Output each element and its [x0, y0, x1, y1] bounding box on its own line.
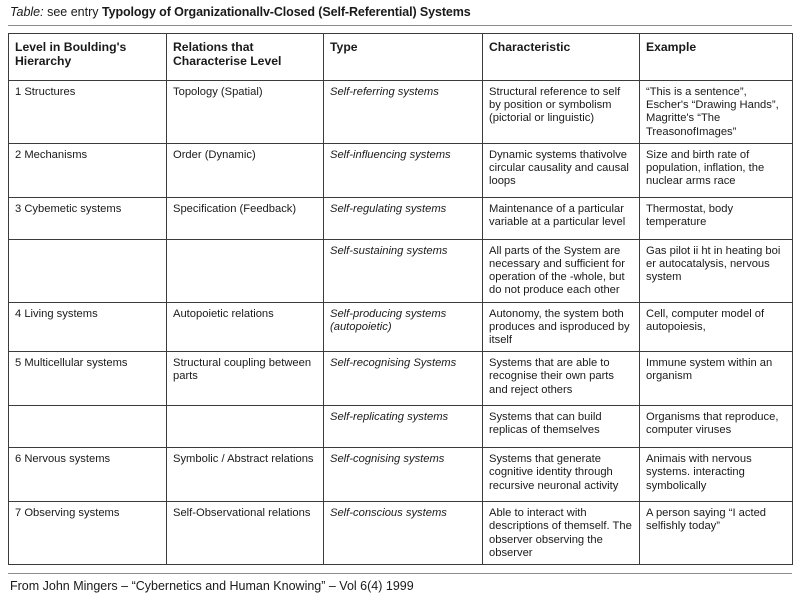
table-row: [9, 197, 793, 239]
column-header-characteristic: Characteristic: [483, 34, 640, 81]
cell-type: Self-replicating systems: [324, 406, 483, 448]
cell-type: Self-conscious systems: [324, 502, 483, 565]
cell-level: [9, 239, 167, 302]
cell-relations: [167, 406, 324, 448]
cell-type: Self-producing systems (autopoietic): [324, 302, 483, 352]
cell-type: Self-recognising Systems: [324, 352, 483, 406]
table-caption: [0, 0, 800, 20]
cell-relations: [167, 239, 324, 302]
caption-title: Typology of Organizationallv-Closed (Self-Referential) Systems: [101, 5, 471, 19]
column-header-level: Level in Boulding's Hierarchy: [9, 34, 167, 81]
cell-example: Size and birth rate of population, inflation, the nuclear arms race: [640, 143, 793, 197]
table-header-row: [9, 34, 793, 81]
cell-characteristic: Maintenance of a particular variable at a particular level: [483, 197, 640, 239]
caption-divider: [8, 25, 792, 26]
cell-type: Self-sustaining systems: [324, 239, 483, 302]
cell-example: A person saying “I acted selfishly today”: [640, 502, 793, 565]
cell-relations: Autopoietic relations: [167, 302, 324, 352]
table-row: [9, 81, 793, 144]
cell-level: 7 Observing systems: [9, 502, 167, 565]
cell-example: Organisms that reproduce, computer viruses: [640, 406, 793, 448]
source-citation: From John Mingers – “Cybernetics and Human Knowing” – Vol 6(4) 1999: [10, 579, 414, 594]
column-header-example: Example: [640, 34, 793, 81]
cell-characteristic: Dynamic systems thativolve circular causality and causal loops: [483, 143, 640, 197]
cell-relations: Order (Dynamic): [167, 143, 324, 197]
table-row: [9, 302, 793, 352]
cell-type: Self-regulating systems: [324, 197, 483, 239]
cell-level: 5 Multicellular systems: [9, 352, 167, 406]
cell-example: Cell, computer model of autopoiesis,: [640, 302, 793, 352]
cell-characteristic: Structural reference to self by position or symbolism (pictorial or linguistic): [483, 81, 640, 144]
cell-example: Animais with nervous systems. interacting symbolically: [640, 448, 793, 502]
cell-type: Self-influencing systems: [324, 143, 483, 197]
cell-characteristic: Systems that are able to recognise their own parts and reject others: [483, 352, 640, 406]
cell-example: Immune system within an organism: [640, 352, 793, 406]
table-body: [9, 81, 793, 565]
cell-level: 2 Mechanisms: [9, 143, 167, 197]
cell-type: Self-referring systems: [324, 81, 483, 144]
cell-level: 6 Nervous systems: [9, 448, 167, 502]
cell-type: Self-cognising systems: [324, 448, 483, 502]
table-row: [9, 352, 793, 406]
cell-characteristic: Systems that generate cognitive identity through recursive neuronal activity: [483, 448, 640, 502]
cell-example: Gas pilot ii ht in heating boi er autocatalysis, nervous system: [640, 239, 793, 302]
column-header-type: Type: [324, 34, 483, 81]
table-row: [9, 406, 793, 448]
cell-relations: Topology (Spatial): [167, 81, 324, 144]
cell-characteristic: Able to interact with descriptions of themself. The observer observing the observer: [483, 502, 640, 565]
caption-lead: see entry: [47, 5, 99, 19]
table-row: [9, 448, 793, 502]
table-header: [9, 34, 793, 81]
cell-characteristic: Systems that can build replicas of themselves: [483, 406, 640, 448]
cell-relations: Self-Observational relations: [167, 502, 324, 565]
cell-relations: Symbolic / Abstract relations: [167, 448, 324, 502]
table-container: [8, 33, 792, 565]
cell-example: Thermostat, body temperature: [640, 197, 793, 239]
table-row: [9, 143, 793, 197]
table-row: [9, 502, 793, 565]
cell-level: 1 Structures: [9, 81, 167, 144]
cell-level: 4 Living systems: [9, 302, 167, 352]
cell-relations: Specification (Feedback): [167, 197, 324, 239]
typology-table: [8, 33, 793, 565]
cell-level: 3 Cybemetic systems: [9, 197, 167, 239]
cell-relations: Structural coupling between parts: [167, 352, 324, 406]
cell-characteristic: Autonomy, the system both produces and isproduced by itself: [483, 302, 640, 352]
cell-characteristic: All parts of the System are necessary and sufficient for operation of the -whole, but do not produce each other: [483, 239, 640, 302]
cell-level: [9, 406, 167, 448]
caption-label: Table:: [10, 5, 44, 19]
cell-example: “This is a sentence”, Escher's “Drawing Hands”, Magritte's “The TreasonofImages”: [640, 81, 793, 144]
table-row: [9, 239, 793, 302]
column-header-relations: Relations that Characterise Level: [167, 34, 324, 81]
